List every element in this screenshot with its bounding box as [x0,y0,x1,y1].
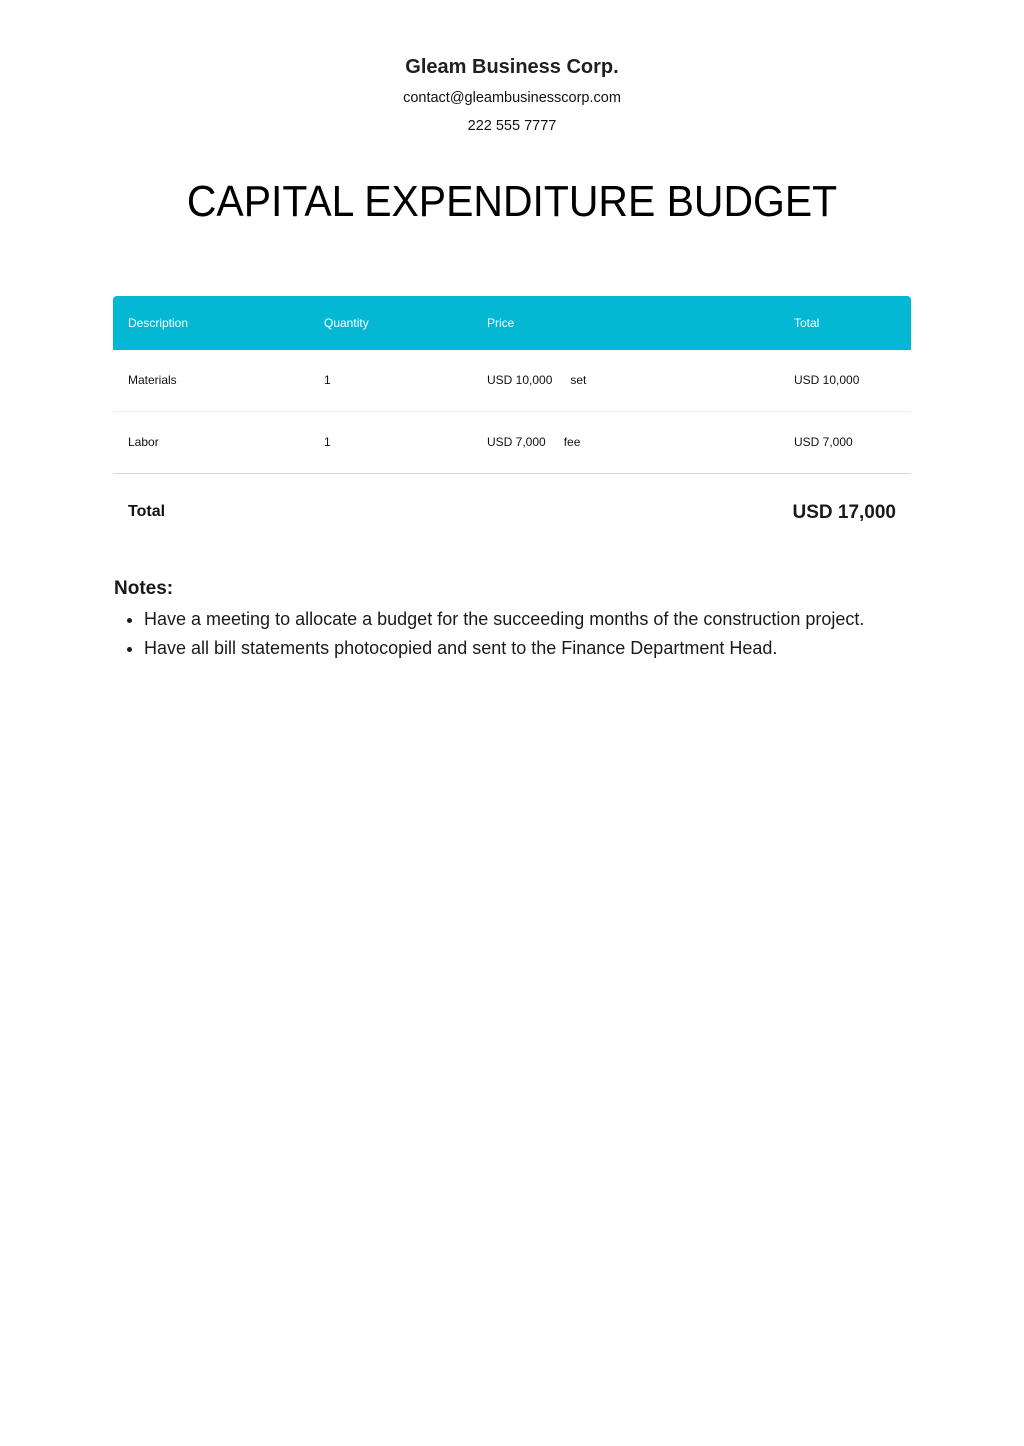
row-price-amount: USD 7,000 [487,435,546,449]
company-phone: 222 555 7777 [467,118,557,134]
row-price [487,372,586,388]
row-total: USD 10,000 [794,373,860,387]
company-email: contact@gleambusinesscorp.com [403,90,621,106]
row-total: USD 7,000 [794,435,853,449]
notes-title: Notes: [114,578,174,599]
document-title: CAPITAL EXPENDITURE BUDGET [186,177,838,226]
row-quantity: 1 [324,373,331,387]
row-price-unit: fee [563,435,581,449]
total-value: USD 17,000 [792,502,896,523]
notes-section [114,576,904,663]
table-row [113,412,911,474]
budget-table [113,296,911,554]
list-item: • Have all bill statements photocopied and sent to the Finance Department Head. [144,634,904,663]
row-price-amount: USD 10,000 [487,373,553,387]
list-item: • Have a meeting to allocate a budget for the succeeding months of the construction project. [144,605,904,634]
row-description: Labor [128,435,159,449]
column-header-price: Price [487,316,515,330]
row-description: Materials [128,373,177,387]
total-label: Total [128,503,166,520]
column-header-quantity: Quantity [324,316,369,330]
row-price-unit: set [570,373,587,387]
column-header-total: Total [794,316,820,330]
table-header [113,296,911,350]
notes-list [114,605,904,663]
row-price [487,434,580,450]
column-header-description: Description [128,316,189,330]
row-quantity: 1 [324,435,331,449]
table-row [113,350,911,412]
company-name: Gleam Business Corp. [405,56,619,78]
table-total-row [113,474,911,554]
